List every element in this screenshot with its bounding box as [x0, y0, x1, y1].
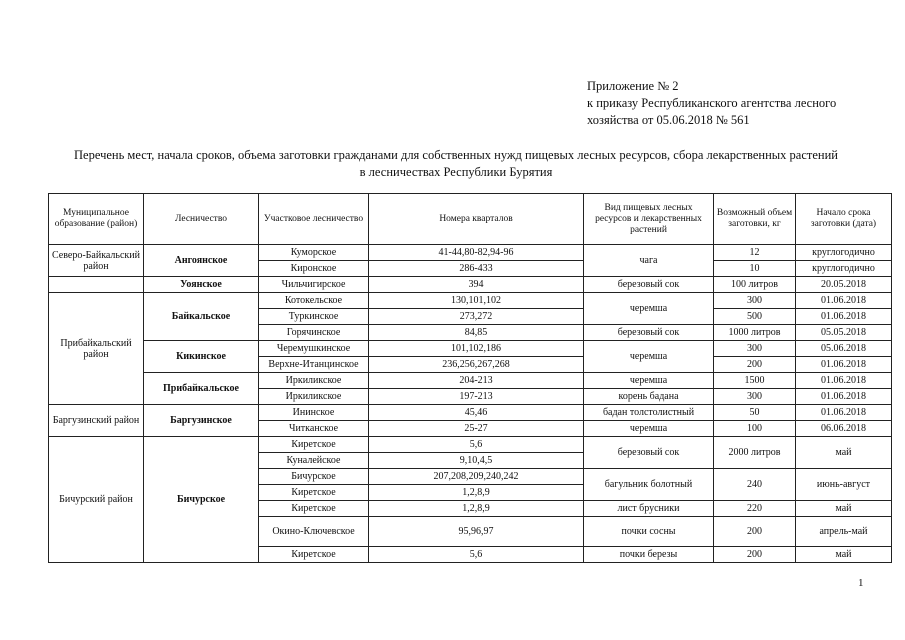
volume-cell: 10 — [714, 261, 796, 277]
appendix-line-1: Приложение № 2 — [587, 79, 679, 93]
section-cell: Черемушкинское — [259, 341, 369, 357]
start-cell: июнь-август — [796, 469, 892, 501]
start-cell: апрель-май — [796, 517, 892, 547]
section-cell: Котокельское — [259, 293, 369, 309]
section-cell: Киронское — [259, 261, 369, 277]
quarters-cell: 286-433 — [369, 261, 584, 277]
volume-cell: 240 — [714, 469, 796, 501]
quarters-cell: 204-213 — [369, 373, 584, 389]
document-title — [40, 147, 872, 181]
quarters-cell: 101,102,186 — [369, 341, 584, 357]
start-cell: круглогодично — [796, 245, 892, 261]
section-cell: Горячинское — [259, 325, 369, 341]
volume-cell: 50 — [714, 405, 796, 421]
quarters-cell: 41-44,80-82,94-96 — [369, 245, 584, 261]
resources-table — [48, 193, 892, 563]
section-cell: Чильчигирское — [259, 277, 369, 293]
section-cell: Окино-Ключевское — [259, 517, 369, 547]
start-cell: 01.06.2018 — [796, 309, 892, 325]
quarters-cell: 1,2,8,9 — [369, 501, 584, 517]
forestry-cell: Байкальское — [144, 293, 259, 341]
quarters-cell: 9,10,4,5 — [369, 453, 584, 469]
resource-cell: бадан толстолистный — [584, 405, 714, 421]
header-start: Начало срока заготовки (дата) — [796, 194, 892, 245]
volume-cell: 200 — [714, 547, 796, 563]
section-cell: Читканское — [259, 421, 369, 437]
volume-cell: 100 — [714, 421, 796, 437]
table-row — [49, 245, 892, 261]
start-cell: 05.06.2018 — [796, 341, 892, 357]
start-cell: 20.05.2018 — [796, 277, 892, 293]
district-cell: Прибайкальский район — [49, 293, 144, 405]
start-cell: 01.06.2018 — [796, 357, 892, 373]
quarters-cell: 197-213 — [369, 389, 584, 405]
resource-cell: багульник болотный — [584, 469, 714, 501]
section-cell: Киретское — [259, 547, 369, 563]
section-cell: Куналейское — [259, 453, 369, 469]
title-line-2: в лесничествах Республики Бурятия — [359, 165, 553, 179]
start-cell: 05.05.2018 — [796, 325, 892, 341]
district-cell — [49, 277, 144, 293]
page-number: 1 — [858, 577, 864, 589]
volume-cell: 200 — [714, 357, 796, 373]
appendix-line-2: к приказу Республиканского агентства лесного — [587, 96, 837, 110]
table-row — [49, 373, 892, 389]
forestry-cell: Кикинское — [144, 341, 259, 373]
start-cell: май — [796, 437, 892, 469]
volume-cell: 300 — [714, 341, 796, 357]
quarters-cell: 394 — [369, 277, 584, 293]
header-section: Участковое лесничество — [259, 194, 369, 245]
quarters-cell: 84,85 — [369, 325, 584, 341]
section-cell: Киретское — [259, 437, 369, 453]
quarters-cell: 5,6 — [369, 547, 584, 563]
volume-cell: 1000 литров — [714, 325, 796, 341]
table-row — [49, 405, 892, 421]
start-cell: 06.06.2018 — [796, 421, 892, 437]
quarters-cell: 45,46 — [369, 405, 584, 421]
resource-cell: корень бадана — [584, 389, 714, 405]
start-cell: круглогодично — [796, 261, 892, 277]
volume-cell: 200 — [714, 517, 796, 547]
table-row — [49, 341, 892, 357]
quarters-cell: 236,256,267,268 — [369, 357, 584, 373]
resource-cell: черемша — [584, 293, 714, 325]
section-cell: Верхне-Итанцинское — [259, 357, 369, 373]
table-row — [49, 437, 892, 453]
section-cell: Иркиликское — [259, 373, 369, 389]
section-cell: Куморское — [259, 245, 369, 261]
section-cell: Киретское — [259, 485, 369, 501]
appendix-line-3: хозяйства от 05.06.2018 № 561 — [587, 113, 750, 127]
volume-cell: 2000 литров — [714, 437, 796, 469]
start-cell: 01.06.2018 — [796, 389, 892, 405]
volume-cell: 300 — [714, 389, 796, 405]
table-row — [49, 293, 892, 309]
table-header-row — [49, 194, 892, 245]
resource-cell: березовый сок — [584, 277, 714, 293]
volume-cell: 220 — [714, 501, 796, 517]
resource-cell: черемша — [584, 421, 714, 437]
quarters-cell: 1,2,8,9 — [369, 485, 584, 501]
forestry-cell: Ангоянское — [144, 245, 259, 277]
header-volume: Возможный объем заготовки, кг — [714, 194, 796, 245]
quarters-cell: 130,101,102 — [369, 293, 584, 309]
quarters-cell: 273,272 — [369, 309, 584, 325]
resource-cell: черемша — [584, 373, 714, 389]
forestry-cell: Баргузинское — [144, 405, 259, 437]
start-cell: 01.06.2018 — [796, 405, 892, 421]
volume-cell: 1500 — [714, 373, 796, 389]
forestry-cell: Бичурское — [144, 437, 259, 563]
section-cell: Туркинское — [259, 309, 369, 325]
volume-cell: 300 — [714, 293, 796, 309]
quarters-cell: 207,208,209,240,242 — [369, 469, 584, 485]
table-row — [49, 277, 892, 293]
section-cell: Ининское — [259, 405, 369, 421]
quarters-cell: 25-27 — [369, 421, 584, 437]
section-cell: Бичурское — [259, 469, 369, 485]
title-line-1: Перечень мест, начала сроков, объема заготовки гражданами для собственных нужд пищевых лесных ресурсов, сбора лекарственных растений — [74, 148, 838, 162]
resource-cell: черемша — [584, 341, 714, 373]
resource-cell: березовый сок — [584, 437, 714, 469]
forestry-cell: Уоянское — [144, 277, 259, 293]
section-cell: Киретское — [259, 501, 369, 517]
district-cell: Бичурский район — [49, 437, 144, 563]
start-cell: 01.06.2018 — [796, 373, 892, 389]
quarters-cell: 5,6 — [369, 437, 584, 453]
district-cell: Северо-Байкальский район — [49, 245, 144, 277]
volume-cell: 12 — [714, 245, 796, 261]
resource-cell: чага — [584, 245, 714, 277]
start-cell: май — [796, 547, 892, 563]
district-cell: Баргузинский район — [49, 405, 144, 437]
header-quarters: Номера кварталов — [369, 194, 584, 245]
resource-cell: почки березы — [584, 547, 714, 563]
start-cell: 01.06.2018 — [796, 293, 892, 309]
resource-cell: березовый сок — [584, 325, 714, 341]
header-resource: Вид пищевых лесных ресурсов и лекарственных растений — [584, 194, 714, 245]
section-cell: Иркиликское — [259, 389, 369, 405]
header-district: Муниципальное образование (район) — [49, 194, 144, 245]
resource-cell: почки сосны — [584, 517, 714, 547]
quarters-cell: 95,96,97 — [369, 517, 584, 547]
volume-cell: 100 литров — [714, 277, 796, 293]
forestry-cell: Прибайкальское — [144, 373, 259, 405]
header-forestry: Лесничество — [144, 194, 259, 245]
resource-cell: лист брусники — [584, 501, 714, 517]
appendix-block — [587, 78, 836, 129]
volume-cell: 500 — [714, 309, 796, 325]
start-cell: май — [796, 501, 892, 517]
